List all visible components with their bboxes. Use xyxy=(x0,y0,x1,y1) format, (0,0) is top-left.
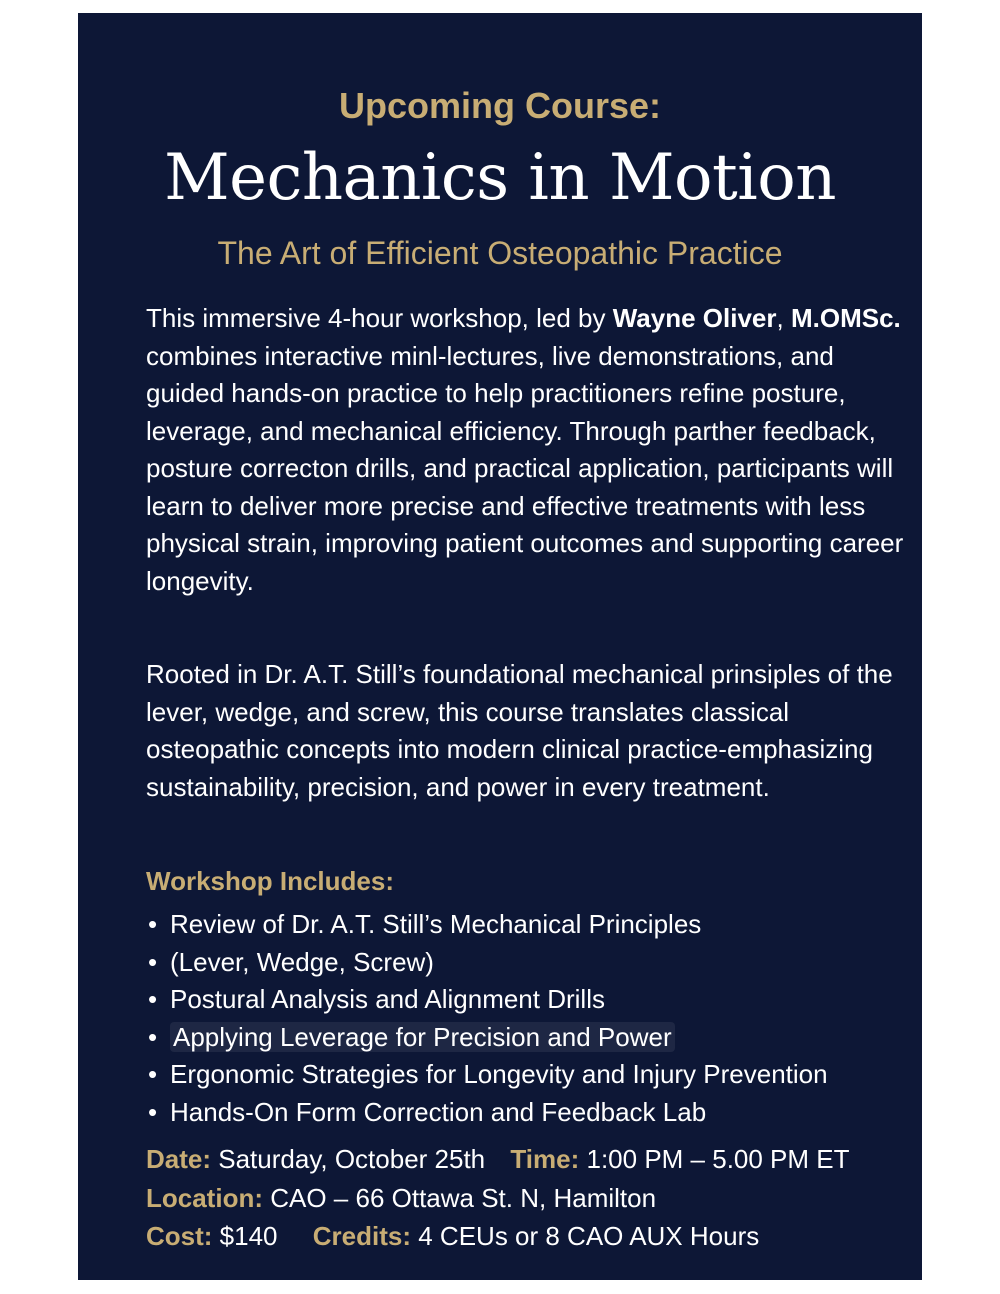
includes-heading: Workshop Includes: xyxy=(146,866,394,896)
credits-value: 4 CEUs or 8 CAO AUX xyxy=(418,1221,683,1251)
credits-suffix: Hours xyxy=(689,1221,760,1251)
location-value: CAO – 66 Ottawa St. N, Hamilton xyxy=(270,1183,657,1213)
list-item-text: Review of Dr. A.T. Still’s Mechanical Principles xyxy=(170,909,702,939)
bullet-icon: • xyxy=(148,1096,158,1127)
bullet-icon: • xyxy=(148,946,158,977)
intro-comma: , xyxy=(776,303,784,333)
date-label: Date: xyxy=(146,1144,212,1174)
kicker-heading: Upcoming Course: xyxy=(338,85,661,126)
course-flyer xyxy=(78,13,922,1280)
course-subtitle: The Art of Efficient Osteopathic Practice xyxy=(217,235,783,271)
includes-list xyxy=(146,906,906,1131)
bullet-icon: • xyxy=(148,1021,158,1052)
list-item-text: Applying Leverage for Precision and Power xyxy=(170,1022,675,1052)
cost-label: Cost: xyxy=(146,1221,213,1251)
course-title: Mechanics in Motion xyxy=(164,141,836,215)
list-item xyxy=(146,1094,906,1132)
list-item-text: (Lever, Wedge, Screw) xyxy=(170,946,434,977)
bullet-icon: • xyxy=(148,909,158,939)
list-item xyxy=(146,1019,906,1057)
cost-credits-row xyxy=(146,1221,759,1252)
date-time-row xyxy=(146,1144,850,1175)
date-value: Saturday, October 25th xyxy=(218,1144,486,1174)
intro-paragraph xyxy=(146,300,906,600)
list-item xyxy=(146,1056,906,1094)
bullet-icon: • xyxy=(148,1059,158,1089)
time-value: 1:00 PM – 5.00 PM ET xyxy=(586,1144,850,1174)
list-item-text: Postural Analysis and Alignment Drills xyxy=(170,984,605,1014)
list-item-text: Ergonomic Strategies for Longevity and Injury Prevention xyxy=(170,1059,828,1089)
list-item xyxy=(146,981,906,1019)
intro-lead: This immersive 4-hour workshop, led by xyxy=(146,303,613,333)
instructor-name: Wayne Oliver xyxy=(612,303,777,333)
bullet-icon: • xyxy=(148,984,158,1014)
credits-label: Credits: xyxy=(312,1221,411,1251)
location-label: Location: xyxy=(146,1183,263,1213)
intro-body: combines interactive minl-lectures, live demonstrations, and guided hands-on practice to help practitioners refine posture, leverage, and mechanical efficiency. Through parther feedback, posture correcton drills, and practical application, participants will learn to deliver more precise and effective treatments with less physical strain, improving patient outcomes and supporting career longevity. xyxy=(146,340,904,596)
instructor-credential: M.OMSc. xyxy=(790,303,901,333)
list-item xyxy=(146,944,906,982)
list-item-text: Hands-On Form Correction and Feedback Lab xyxy=(170,1096,707,1127)
time-label: Time: xyxy=(510,1144,580,1174)
second-paragraph: Rooted in Dr. A.T. Still’s foundational mechanical prinsiples of the lever, wedge, and screw, this course translates classical osteopathic concepts into modern clinical practice-emphasizing sustainability, precision, and power in every treatment. xyxy=(146,659,893,802)
list-item xyxy=(146,906,906,944)
cost-value: $140 xyxy=(219,1221,278,1251)
location-row xyxy=(146,1183,656,1214)
